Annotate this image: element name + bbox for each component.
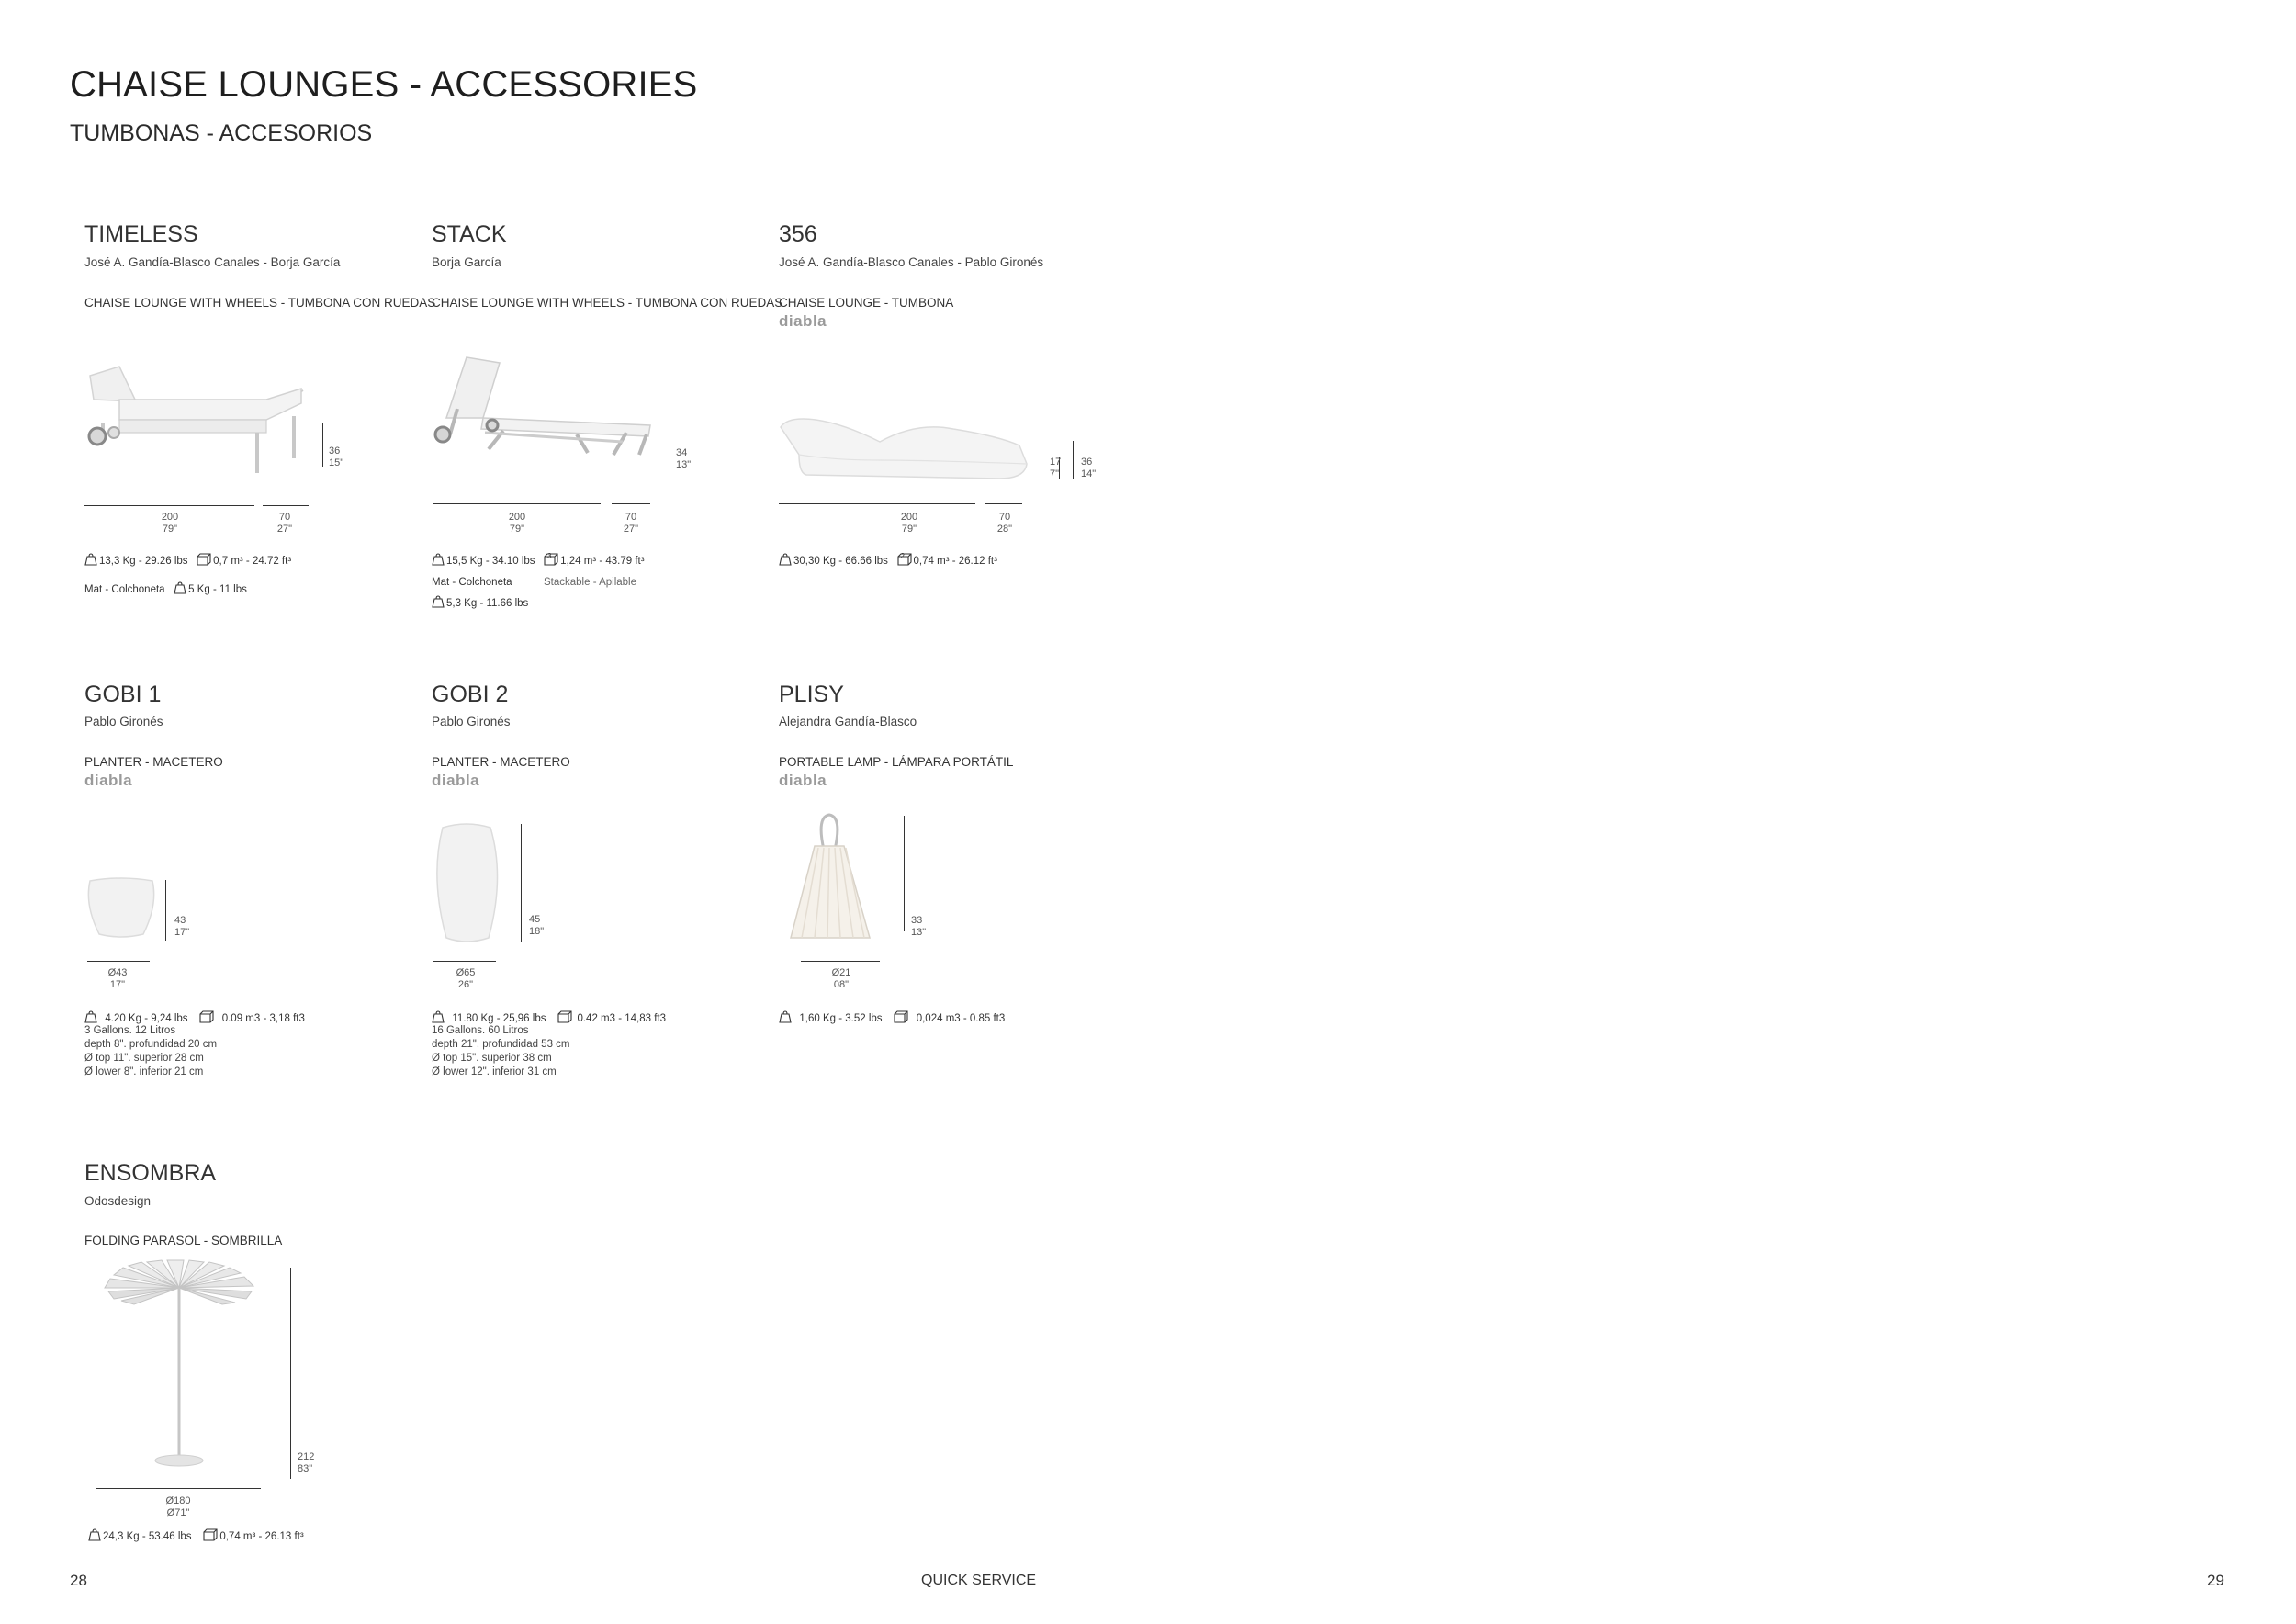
height-dim: 34 13"	[676, 447, 692, 470]
length-line	[433, 503, 601, 504]
diabla-logo: diabla	[84, 772, 133, 789]
planter-notes: 3 Gallons. 12 Litros depth 8". profundidad 20 cm Ø top 11". superior 28 cm Ø lower 8". inferior 21 cm	[84, 1025, 218, 1077]
box-volume-icon	[894, 1010, 908, 1023]
volume-value: 0,7 m³ - 24.72 ft³	[213, 556, 292, 567]
product-designer: Alejandra Gandía-Blasco	[779, 715, 917, 728]
product-name: ENSOMBRA	[84, 1160, 217, 1186]
back-height-line	[1073, 441, 1074, 479]
weight-value: 1,60 Kg - 3.52 lbs	[799, 1013, 883, 1024]
gobi-2-planter-image	[433, 822, 502, 946]
volume-value: 0.42 m3 - 14,83 ft3	[577, 1013, 667, 1024]
back-height-dim: 36 14"	[1081, 457, 1097, 479]
product-name: 356	[779, 221, 817, 247]
356-lounger-image	[779, 409, 1027, 482]
product-type: CHAISE LOUNGE WITH WHEELS - TUMBONA CON RUEDAS	[84, 296, 436, 310]
spec-row	[432, 1010, 666, 1024]
product-designer: Pablo Gironés	[432, 715, 511, 728]
width-line	[263, 505, 309, 506]
page-subtitle: TUMBONAS - ACCESORIOS	[70, 120, 373, 146]
stackable-note: Stackable - Apilable	[544, 577, 637, 588]
plisy-lamp-image	[785, 813, 877, 946]
width-line	[985, 503, 1022, 504]
product-name: PLISY	[779, 682, 844, 707]
weight-value: 30,30 Kg - 66.66 lbs	[793, 556, 888, 567]
weight-icon	[779, 1010, 792, 1023]
box-volume-icon	[203, 1528, 218, 1541]
seat-height-dim: 17 7"	[1050, 457, 1062, 479]
diabla-logo: diabla	[779, 312, 827, 330]
height-dim: 33 13"	[911, 915, 927, 938]
stack-lounger-image	[430, 354, 669, 464]
diabla-logo: diabla	[432, 772, 480, 789]
spec-row	[88, 1528, 304, 1542]
product-designer: José A. Gandía-Blasco Canales - Borja García	[84, 255, 341, 269]
width-dim: 70 28"	[996, 512, 1013, 535]
height-line	[322, 423, 323, 467]
weight-icon	[174, 581, 186, 594]
length-dim: 200 79"	[900, 512, 918, 535]
box-volume-icon	[557, 1010, 572, 1023]
diameter-dim: Ø21 08"	[831, 967, 851, 990]
width-dim: 70 27"	[623, 512, 639, 535]
weight-icon	[84, 553, 97, 566]
page-number-left: 28	[70, 1572, 87, 1589]
volume-value: 0,74 m³ - 26.13 ft³	[219, 1531, 304, 1542]
weight-value: 11.80 Kg - 25,96 lbs	[452, 1013, 546, 1024]
product-designer: José A. Gandía-Blasco Canales - Pablo Gironés	[779, 255, 1044, 269]
weight-icon	[88, 1528, 101, 1541]
mat-row	[84, 581, 247, 595]
footer-section-title: QUICK SERVICE	[921, 1573, 1037, 1588]
product-designer: Odosdesign	[84, 1194, 152, 1208]
weight-value: 13,3 Kg - 29.26 lbs	[99, 556, 188, 567]
width-dim: 70 27"	[276, 512, 293, 535]
weight-icon	[779, 553, 792, 566]
timeless-lounger-image	[83, 363, 312, 487]
ensombra-parasol-image	[101, 1260, 257, 1472]
length-dim: 200 79"	[508, 512, 526, 535]
box-volume-icon: 2	[897, 553, 914, 567]
product-type: PLANTER - MACETERO	[432, 755, 570, 769]
height-dim: 45 18"	[529, 914, 545, 937]
weight-icon	[432, 553, 445, 566]
mat-weight-row	[432, 595, 528, 609]
diameter-dim: Ø65 26"	[456, 967, 476, 990]
diabla-logo: diabla	[779, 772, 827, 789]
page-title: CHAISE LOUNGES - ACCESSORIES	[70, 64, 698, 105]
weight-icon	[432, 595, 445, 608]
diameter-line	[801, 961, 880, 962]
diameter-line	[87, 961, 150, 962]
product-type: CHAISE LOUNGE - TUMBONA	[779, 296, 954, 310]
box-volume-icon	[199, 1010, 214, 1023]
length-dim: 200 79"	[161, 512, 179, 535]
height-dim: 43 17"	[174, 915, 190, 938]
mat-weight: 5 Kg - 11 lbs	[188, 584, 247, 595]
diameter-line	[96, 1488, 261, 1489]
length-line	[779, 503, 975, 504]
box-volume-icon	[197, 553, 211, 566]
box-volume-icon: 3	[544, 553, 560, 567]
weight-value: 4.20 Kg - 9,24 lbs	[105, 1013, 188, 1024]
product-name: TIMELESS	[84, 221, 198, 247]
spec-row	[84, 553, 291, 567]
volume-value: 0,74 m³ - 26.12 ft³	[913, 556, 997, 567]
height-line	[521, 824, 522, 942]
product-designer: Pablo Gironés	[84, 715, 163, 728]
mat-weight: 5,3 Kg - 11.66 lbs	[446, 598, 529, 609]
weight-icon	[84, 1010, 97, 1023]
mat-label: Mat - Colchoneta	[432, 577, 512, 588]
spec-row	[779, 553, 997, 567]
product-type: CHAISE LOUNGE WITH WHEELS - TUMBONA CON RUEDAS	[432, 296, 783, 310]
weight-value: 15,5 Kg - 34.10 lbs	[446, 556, 535, 567]
height-dim: 36 15"	[329, 445, 344, 468]
product-type: PORTABLE LAMP - LÁMPARA PORTÁTIL	[779, 755, 1014, 769]
product-designer: Borja García	[432, 255, 501, 269]
height-line	[290, 1268, 291, 1479]
diameter-line	[433, 961, 496, 962]
volume-value: 0.09 m3 - 3,18 ft3	[221, 1013, 305, 1024]
diameter-dim: Ø43 17"	[107, 967, 128, 990]
product-name: GOBI 2	[432, 682, 509, 707]
diameter-dim: Ø180 Ø71"	[165, 1495, 191, 1518]
product-name: STACK	[432, 221, 507, 247]
product-type: PLANTER - MACETERO	[84, 755, 223, 769]
spec-row	[84, 1010, 305, 1024]
product-name: GOBI 1	[84, 682, 162, 707]
width-line	[612, 503, 650, 504]
length-line	[84, 505, 254, 506]
volume-value: 0,024 m3 - 0.85 ft3	[916, 1013, 1006, 1024]
planter-notes: 16 Gallons. 60 Litros depth 21". profundidad 53 cm Ø top 15". superior 38 cm Ø lower 12". inferior 31 cm	[432, 1025, 570, 1077]
product-type: FOLDING PARASOL - SOMBRILLA	[84, 1234, 283, 1247]
height-dim: 212 83"	[298, 1451, 315, 1474]
weight-icon	[432, 1010, 445, 1023]
spec-row	[779, 1010, 1005, 1024]
mat-label: Mat - Colchoneta	[84, 584, 165, 595]
weight-value: 24,3 Kg - 53.46 lbs	[103, 1531, 192, 1542]
height-line	[904, 816, 905, 931]
volume-value: 1,24 m³ - 43.79 ft³	[560, 556, 645, 567]
height-line	[165, 880, 166, 941]
page-number-right: 29	[2207, 1572, 2224, 1589]
gobi-1-planter-image	[86, 877, 160, 942]
spec-row	[432, 553, 645, 567]
